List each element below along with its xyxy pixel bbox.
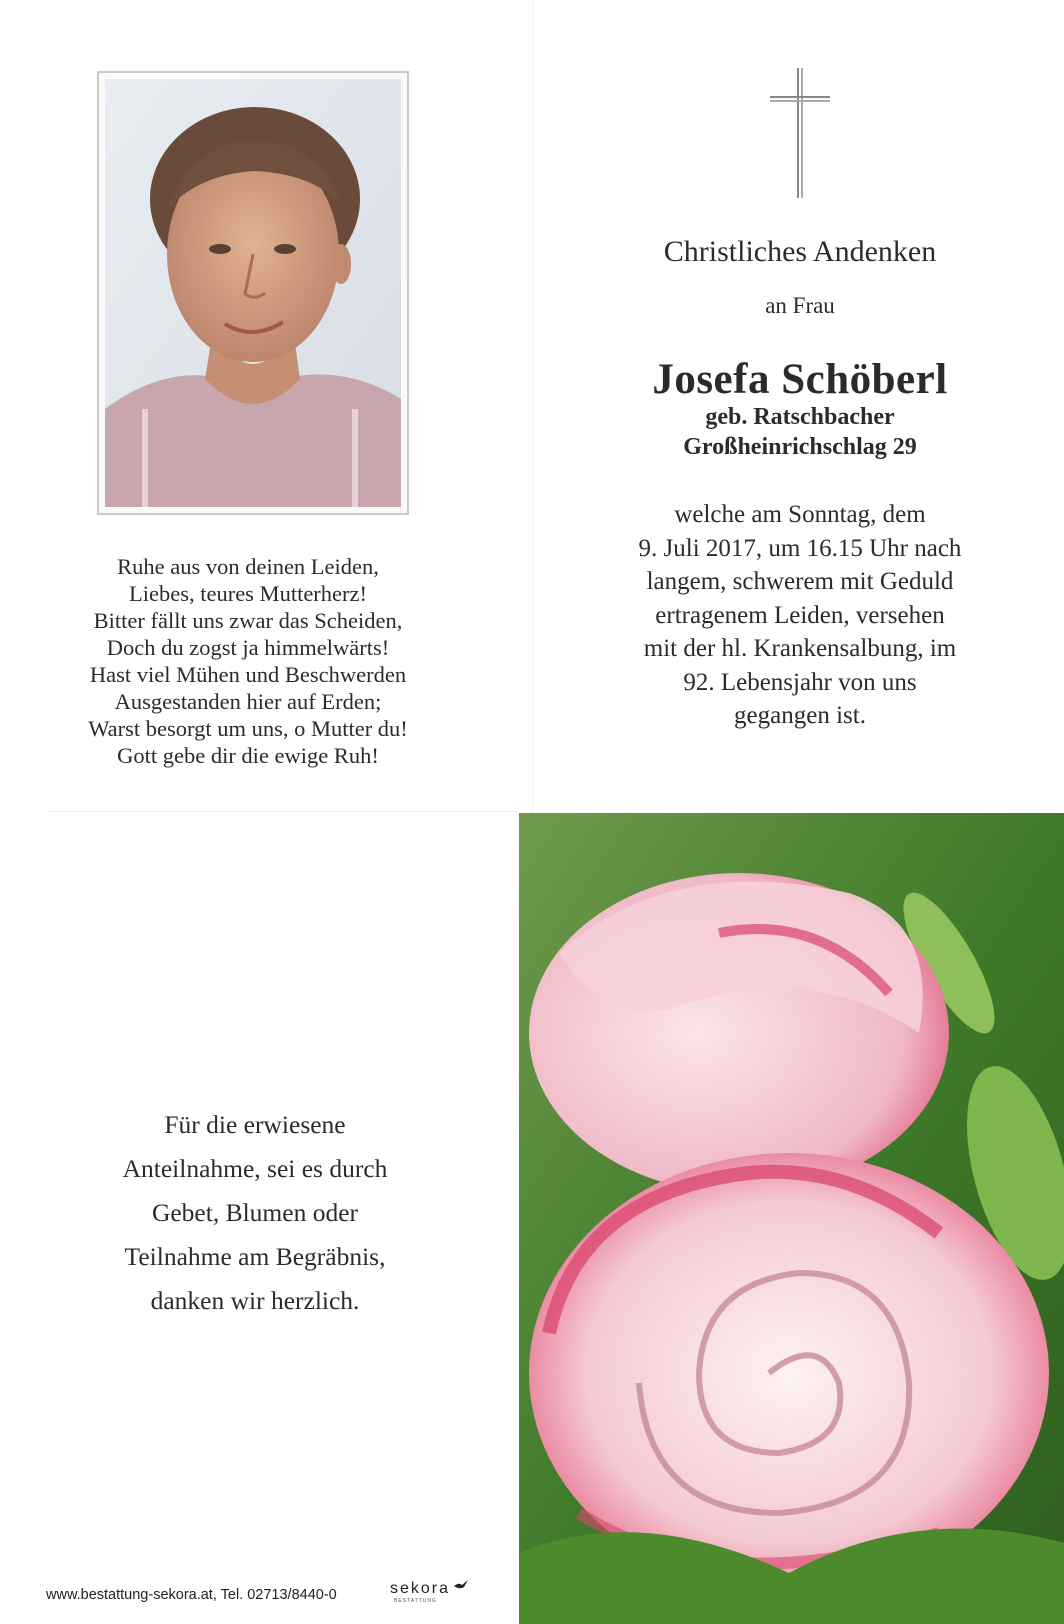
footer-contact: www.bestattung-sekora.at, Tel. 02713/8440-0 [46, 1587, 337, 1603]
company-logo [390, 1580, 470, 1610]
poem-line: Hast viel Mühen und Beschwerden [89, 662, 407, 687]
poem-line: Doch du zogst ja himmelwärts! [106, 635, 390, 660]
thanks-line: Für die erwiesene [164, 1110, 346, 1139]
cross-icon [765, 68, 835, 198]
poem-line: Gott gebe dir die ewige Ruh! [117, 743, 379, 768]
announcement-line: welche am Sonntag, dem [674, 501, 926, 528]
portrait-photo [97, 71, 409, 515]
announcement-line: 92. Lebensjahr von uns [683, 668, 917, 696]
poem-line: Warst besorgt um uns, o Mutter du! [88, 716, 408, 741]
bird-icon [454, 1580, 468, 1590]
rose-image [519, 813, 1064, 1624]
poem-line: Ruhe aus von deinen Leiden, [117, 554, 379, 579]
announcement-line: langem, schwerem mit Geduld [646, 568, 954, 595]
portrait-image [105, 79, 401, 507]
announcement-line: 9. Juli 2017, um 16.15 Uhr nach [638, 534, 962, 562]
poem-line: Liebes, teures Mutterherz! [128, 581, 368, 606]
deceased-name: Josefa Schöberl [652, 356, 948, 403]
thanks-line: Anteilnahme, sei es durch [122, 1154, 388, 1183]
thanks-line: danken wir herzlich. [150, 1286, 360, 1315]
fold-divider-vertical [532, 0, 533, 811]
thanks-line: Teilnahme am Begräbnis, [124, 1242, 386, 1271]
address: Großheinrichschlag 29 [683, 434, 917, 460]
logo-subtext: BESTATTUNG [394, 1598, 437, 1604]
death-announcement [585, 498, 1015, 733]
fold-divider [48, 811, 518, 812]
announcement-line: mit der hl. Krankensalbung, im [643, 635, 957, 662]
birth-name: geb. Ratschbacher [705, 404, 895, 430]
poem [30, 553, 466, 769]
thanks-line: Gebet, Blumen oder [151, 1198, 359, 1227]
logo-word: sekora [390, 1580, 451, 1597]
rose-photo [519, 813, 1064, 1624]
heading-title: Christliches Andenken [663, 235, 937, 268]
poem-line: Ausgestanden hier auf Erden; [114, 689, 382, 714]
thanks-text [40, 1103, 470, 1323]
announcement-line: gegangen ist. [734, 702, 866, 729]
announcement-line: ertragenem Leiden, versehen [655, 601, 945, 629]
subheading-an-frau: an Frau [765, 293, 835, 318]
poem-line: Bitter fällt uns zwar das Scheiden, [93, 608, 403, 633]
